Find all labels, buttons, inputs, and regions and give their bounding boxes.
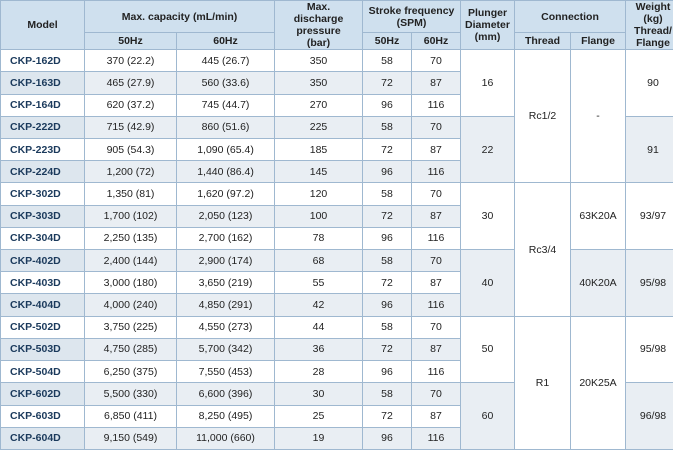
cell-pressure: 78 bbox=[275, 227, 363, 249]
cell-spm-60hz: 116 bbox=[412, 94, 461, 116]
cell-spm-60hz: 116 bbox=[412, 361, 461, 383]
cell-spm-50hz: 72 bbox=[363, 405, 412, 427]
table-row bbox=[1, 316, 673, 338]
cell-capacity-60hz: 2,900 (174) bbox=[177, 250, 275, 272]
cell-capacity-60hz: 1,090 (65.4) bbox=[177, 139, 275, 161]
cell-pressure: 120 bbox=[275, 183, 363, 205]
cell-capacity-60hz: 11,000 (660) bbox=[177, 427, 275, 449]
cell-spm-60hz: 87 bbox=[412, 338, 461, 360]
cell-capacity-60hz: 8,250 (495) bbox=[177, 405, 275, 427]
cell-weight: 91 bbox=[626, 116, 673, 183]
cell-spm-60hz: 70 bbox=[412, 383, 461, 405]
header-weight-line1: Weight (kg) bbox=[626, 1, 673, 25]
cell-pressure: 19 bbox=[275, 427, 363, 449]
cell-model: CKP-502D bbox=[1, 316, 85, 338]
cell-model: CKP-302D bbox=[1, 183, 85, 205]
cell-capacity-50hz: 9,150 (549) bbox=[85, 427, 177, 449]
cell-capacity-50hz: 1,200 (72) bbox=[85, 161, 177, 183]
cell-spm-60hz: 116 bbox=[412, 227, 461, 249]
header-weight-line3: Flange bbox=[626, 37, 673, 49]
cell-pressure: 30 bbox=[275, 383, 363, 405]
cell-capacity-60hz: 445 (26.7) bbox=[177, 50, 275, 72]
cell-model: CKP-503D bbox=[1, 338, 85, 360]
header-capacity-60hz: 60Hz bbox=[177, 33, 275, 50]
cell-pressure: 55 bbox=[275, 272, 363, 294]
cell-capacity-50hz: 4,000 (240) bbox=[85, 294, 177, 316]
header-pressure-line2: discharge pressure bbox=[275, 13, 362, 37]
cell-spm-60hz: 87 bbox=[412, 272, 461, 294]
table-row bbox=[1, 50, 673, 72]
cell-model: CKP-402D bbox=[1, 250, 85, 272]
cell-capacity-60hz: 3,650 (219) bbox=[177, 272, 275, 294]
cell-capacity-60hz: 2,050 (123) bbox=[177, 205, 275, 227]
cell-spm-50hz: 96 bbox=[363, 94, 412, 116]
cell-spm-50hz: 58 bbox=[363, 50, 412, 72]
header-model: Model bbox=[1, 1, 85, 50]
cell-model: CKP-602D bbox=[1, 383, 85, 405]
header-stroke-frequency bbox=[363, 1, 461, 33]
header-max-discharge-pressure bbox=[275, 1, 363, 50]
cell-capacity-50hz: 6,850 (411) bbox=[85, 405, 177, 427]
cell-model: CKP-164D bbox=[1, 94, 85, 116]
cell-pressure: 145 bbox=[275, 161, 363, 183]
cell-pressure: 44 bbox=[275, 316, 363, 338]
cell-capacity-50hz: 620 (37.2) bbox=[85, 94, 177, 116]
cell-plunger-diameter: 30 bbox=[461, 183, 515, 250]
cell-capacity-50hz: 370 (22.2) bbox=[85, 50, 177, 72]
cell-weight: 95/98 bbox=[626, 316, 673, 383]
cell-capacity-60hz: 745 (44.7) bbox=[177, 94, 275, 116]
cell-weight: 96/98 bbox=[626, 383, 673, 450]
header-spm-line1: Stroke frequency bbox=[363, 5, 460, 17]
cell-capacity-50hz: 1,700 (102) bbox=[85, 205, 177, 227]
header-plunger-line3: (mm) bbox=[461, 31, 514, 43]
cell-spm-50hz: 72 bbox=[363, 72, 412, 94]
cell-spm-50hz: 96 bbox=[363, 294, 412, 316]
header-row-1 bbox=[1, 1, 673, 33]
cell-spm-50hz: 58 bbox=[363, 183, 412, 205]
cell-model: CKP-603D bbox=[1, 405, 85, 427]
cell-weight: 93/97 bbox=[626, 183, 673, 250]
cell-capacity-50hz: 3,750 (225) bbox=[85, 316, 177, 338]
cell-model: CKP-504D bbox=[1, 361, 85, 383]
cell-spm-60hz: 70 bbox=[412, 50, 461, 72]
cell-pressure: 185 bbox=[275, 139, 363, 161]
header-plunger-diameter bbox=[461, 1, 515, 50]
cell-pressure: 350 bbox=[275, 72, 363, 94]
header-connection: Connection bbox=[515, 1, 626, 33]
header-plunger-line1: Plunger bbox=[461, 7, 514, 19]
cell-spm-60hz: 116 bbox=[412, 161, 461, 183]
cell-spm-50hz: 96 bbox=[363, 361, 412, 383]
table-row bbox=[1, 183, 673, 205]
cell-capacity-60hz: 7,550 (453) bbox=[177, 361, 275, 383]
cell-pressure: 225 bbox=[275, 116, 363, 138]
cell-spm-60hz: 70 bbox=[412, 183, 461, 205]
header-weight bbox=[626, 1, 673, 50]
cell-capacity-60hz: 1,620 (97.2) bbox=[177, 183, 275, 205]
cell-spm-50hz: 72 bbox=[363, 272, 412, 294]
cell-pressure: 42 bbox=[275, 294, 363, 316]
cell-weight: 90 bbox=[626, 50, 673, 117]
table-row bbox=[1, 250, 673, 272]
cell-capacity-50hz: 3,000 (180) bbox=[85, 272, 177, 294]
cell-thread: Rc3/4 bbox=[515, 183, 571, 316]
header-pressure-line3: (bar) bbox=[275, 37, 362, 49]
cell-model: CKP-404D bbox=[1, 294, 85, 316]
cell-plunger-diameter: 40 bbox=[461, 250, 515, 317]
header-flange: Flange bbox=[571, 33, 626, 50]
cell-plunger-diameter: 50 bbox=[461, 316, 515, 383]
cell-pressure: 36 bbox=[275, 338, 363, 360]
cell-capacity-60hz: 4,850 (291) bbox=[177, 294, 275, 316]
cell-flange: 63K20A bbox=[571, 183, 626, 250]
cell-capacity-50hz: 1,350 (81) bbox=[85, 183, 177, 205]
cell-model: CKP-224D bbox=[1, 161, 85, 183]
cell-spm-60hz: 87 bbox=[412, 205, 461, 227]
cell-spm-50hz: 96 bbox=[363, 227, 412, 249]
cell-weight: 95/98 bbox=[626, 250, 673, 317]
cell-pressure: 350 bbox=[275, 50, 363, 72]
cell-model: CKP-604D bbox=[1, 427, 85, 449]
cell-pressure: 25 bbox=[275, 405, 363, 427]
cell-spm-50hz: 96 bbox=[363, 161, 412, 183]
cell-spm-60hz: 87 bbox=[412, 139, 461, 161]
cell-model: CKP-223D bbox=[1, 139, 85, 161]
cell-spm-50hz: 72 bbox=[363, 338, 412, 360]
cell-model: CKP-162D bbox=[1, 50, 85, 72]
cell-pressure: 270 bbox=[275, 94, 363, 116]
cell-spm-50hz: 58 bbox=[363, 383, 412, 405]
table-header bbox=[1, 1, 673, 50]
cell-flange: - bbox=[571, 50, 626, 183]
cell-capacity-60hz: 5,700 (342) bbox=[177, 338, 275, 360]
cell-model: CKP-303D bbox=[1, 205, 85, 227]
header-spm-line2: (SPM) bbox=[363, 17, 460, 29]
header-weight-line2: Thread/ bbox=[626, 25, 673, 37]
header-spm-60hz: 60Hz bbox=[412, 33, 461, 50]
cell-pressure: 100 bbox=[275, 205, 363, 227]
cell-capacity-50hz: 2,250 (135) bbox=[85, 227, 177, 249]
header-max-capacity: Max. capacity (mL/min) bbox=[85, 1, 275, 33]
cell-spm-50hz: 58 bbox=[363, 250, 412, 272]
cell-spm-50hz: 72 bbox=[363, 205, 412, 227]
header-plunger-line2: Diameter bbox=[461, 19, 514, 31]
header-thread: Thread bbox=[515, 33, 571, 50]
cell-flange: 20K25A bbox=[571, 316, 626, 449]
cell-capacity-60hz: 4,550 (273) bbox=[177, 316, 275, 338]
cell-spm-50hz: 72 bbox=[363, 139, 412, 161]
cell-model: CKP-163D bbox=[1, 72, 85, 94]
cell-plunger-diameter: 60 bbox=[461, 383, 515, 450]
cell-plunger-diameter: 22 bbox=[461, 116, 515, 183]
cell-pressure: 28 bbox=[275, 361, 363, 383]
cell-spm-60hz: 116 bbox=[412, 294, 461, 316]
cell-capacity-60hz: 860 (51.6) bbox=[177, 116, 275, 138]
cell-capacity-50hz: 905 (54.3) bbox=[85, 139, 177, 161]
table-body bbox=[1, 50, 673, 450]
cell-capacity-60hz: 1,440 (86.4) bbox=[177, 161, 275, 183]
cell-capacity-50hz: 715 (42.9) bbox=[85, 116, 177, 138]
cell-capacity-50hz: 465 (27.9) bbox=[85, 72, 177, 94]
cell-capacity-60hz: 560 (33.6) bbox=[177, 72, 275, 94]
cell-spm-60hz: 70 bbox=[412, 116, 461, 138]
cell-thread: R1 bbox=[515, 316, 571, 449]
cell-capacity-60hz: 6,600 (396) bbox=[177, 383, 275, 405]
cell-capacity-50hz: 4,750 (285) bbox=[85, 338, 177, 360]
cell-model: CKP-222D bbox=[1, 116, 85, 138]
header-spm-50hz: 50Hz bbox=[363, 33, 412, 50]
cell-spm-50hz: 96 bbox=[363, 427, 412, 449]
cell-spm-60hz: 87 bbox=[412, 72, 461, 94]
header-capacity-50hz: 50Hz bbox=[85, 33, 177, 50]
cell-capacity-50hz: 6,250 (375) bbox=[85, 361, 177, 383]
cell-spm-50hz: 58 bbox=[363, 316, 412, 338]
header-pressure-line1: Max. bbox=[275, 1, 362, 13]
cell-model: CKP-304D bbox=[1, 227, 85, 249]
cell-thread: Rc1/2 bbox=[515, 50, 571, 183]
cell-spm-60hz: 70 bbox=[412, 316, 461, 338]
cell-plunger-diameter: 16 bbox=[461, 50, 515, 117]
cell-spm-60hz: 116 bbox=[412, 427, 461, 449]
cell-capacity-60hz: 2,700 (162) bbox=[177, 227, 275, 249]
cell-pressure: 68 bbox=[275, 250, 363, 272]
cell-flange: 40K20A bbox=[571, 250, 626, 317]
cell-capacity-50hz: 5,500 (330) bbox=[85, 383, 177, 405]
cell-spm-50hz: 58 bbox=[363, 116, 412, 138]
cell-spm-60hz: 87 bbox=[412, 405, 461, 427]
cell-spm-60hz: 70 bbox=[412, 250, 461, 272]
cell-capacity-50hz: 2,400 (144) bbox=[85, 250, 177, 272]
cell-model: CKP-403D bbox=[1, 272, 85, 294]
